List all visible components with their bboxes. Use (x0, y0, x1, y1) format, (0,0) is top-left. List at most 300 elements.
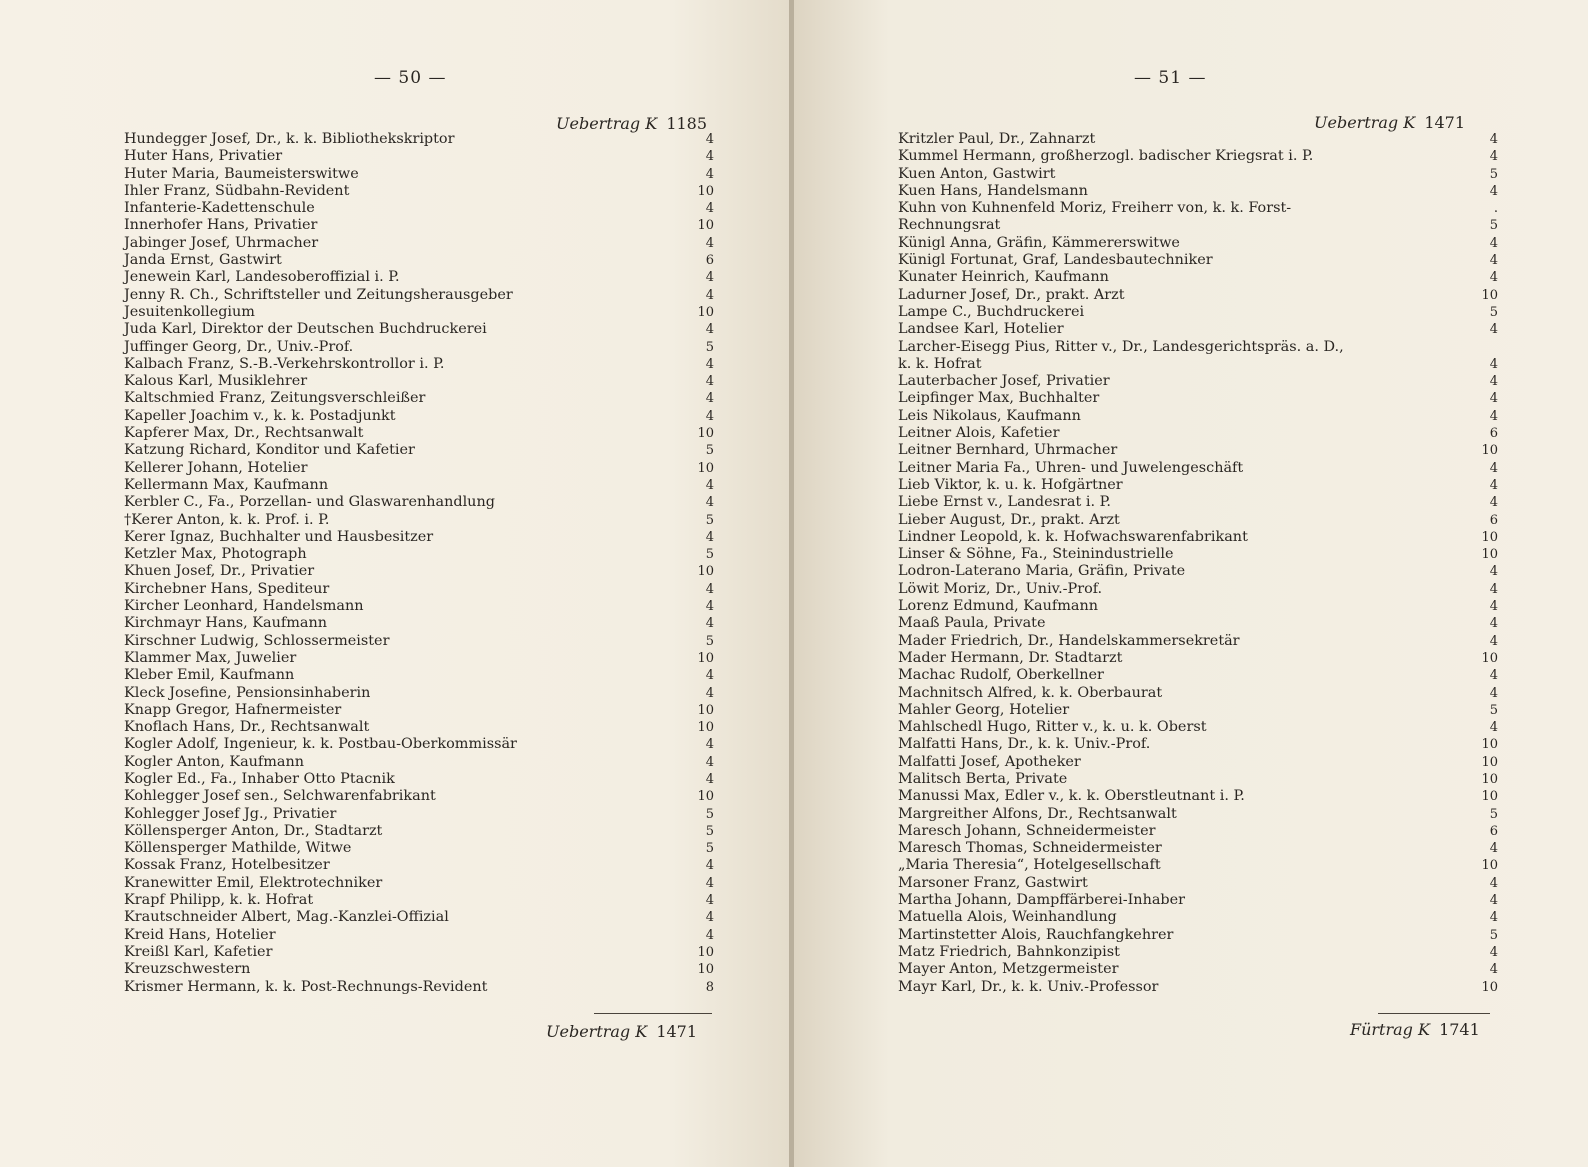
list-item (898, 494, 1498, 511)
contribution-amount: 4 (1489, 841, 1498, 857)
list-item (898, 321, 1498, 338)
list-item (124, 581, 714, 598)
contribution-amount: 4 (1489, 391, 1498, 407)
list-item (898, 512, 1498, 529)
subscriber-name: Lieb Viktor, k. u. k. Hofgärtner (898, 476, 1123, 493)
contribution-amount: 5 (705, 547, 714, 563)
subscriber-name: †Kerer Anton, k. k. Prof. i. P. (124, 511, 330, 528)
list-item (124, 148, 714, 165)
contribution-amount: . (1493, 201, 1498, 217)
contribution-amount: 10 (697, 460, 714, 476)
contribution-amount: 4 (705, 149, 714, 165)
list-item (898, 269, 1498, 286)
list-item (898, 235, 1498, 252)
subscriber-name: Kleck Josefine, Pensionsinhaberin (124, 684, 371, 701)
subscriber-name: Krismer Hermann, k. k. Post-Rechnungs-Revident (124, 978, 488, 995)
list-item (898, 460, 1498, 477)
sum-rule-right (1378, 1013, 1490, 1014)
subscriber-name: Kreuzschwestern (124, 961, 251, 978)
list-item (898, 961, 1498, 978)
contribution-amount: 4 (1489, 253, 1498, 269)
list-item (124, 909, 714, 926)
list-item (898, 823, 1498, 840)
contribution-amount: 4 (1489, 495, 1498, 511)
carry-amount: 1741 (1439, 1020, 1480, 1039)
subscriber-name: Liebe Ernst v., Landesrat i. P. (898, 494, 1111, 511)
list-item (898, 148, 1498, 165)
subscriber-name: Jenewein Karl, Landesoberoffizial i. P. (124, 269, 400, 286)
list-item (124, 529, 714, 546)
list-item (898, 771, 1498, 788)
contribution-amount: 4 (1489, 460, 1498, 476)
contribution-amount: 4 (1489, 477, 1498, 493)
contribution-amount: 6 (705, 253, 714, 269)
contribution-amount: 4 (1489, 564, 1498, 580)
contribution-amount: 4 (705, 927, 714, 943)
contribution-amount: 6 (1489, 823, 1498, 839)
subscriber-name: Kuen Hans, Handelsmann (898, 182, 1088, 199)
subscriber-name: Kreid Hans, Hotelier (124, 926, 276, 943)
list-item (124, 442, 714, 459)
list-item (898, 754, 1498, 771)
list-item (898, 667, 1498, 684)
list-item (898, 200, 1498, 217)
contribution-amount: 4 (1489, 581, 1498, 597)
left-page (0, 0, 790, 1167)
subscriber-name: Mayr Karl, Dr., k. k. Univ.-Professor (898, 978, 1159, 995)
subscriber-name: Mahler Georg, Hotelier (898, 701, 1070, 718)
contribution-amount: 10 (697, 944, 714, 960)
contribution-amount: 5 (705, 443, 714, 459)
list-item (124, 477, 714, 494)
contribution-amount: 4 (705, 581, 714, 597)
subscriber-name: Kerer Ignaz, Buchhalter und Hausbesitzer (124, 528, 434, 545)
subscriber-name: Kreißl Karl, Kafetier (124, 943, 273, 960)
subscriber-name: Leitner Bernhard, Uhrmacher (898, 442, 1118, 459)
list-item (898, 304, 1498, 321)
contribution-amount: 10 (697, 183, 714, 199)
list-item (898, 339, 1498, 356)
contribution-amount: 10 (1481, 754, 1498, 770)
subscriber-name: Knoflach Hans, Dr., Rechtsanwalt (124, 719, 370, 736)
contribution-amount: 4 (1489, 685, 1498, 701)
list-item (124, 806, 714, 823)
subscriber-name: Leitner Alois, Kafetier (898, 425, 1060, 442)
list-item (124, 667, 714, 684)
subscriber-name: Kellermann Max, Kaufmann (124, 476, 329, 493)
subscriber-name: Juffinger Georg, Dr., Univ.-Prof. (124, 338, 354, 355)
page-number-right: — 51 — (1134, 68, 1207, 88)
subscriber-name: Lindner Leopold, k. k. Hofwachswarenfabrikant (898, 528, 1248, 545)
list-item (898, 598, 1498, 615)
subscriber-name: Lauterbacher Josef, Privatier (898, 373, 1110, 390)
subscriber-name: Malfatti Hans, Dr., k. k. Univ.-Prof. (898, 736, 1151, 753)
contribution-amount: 4 (1489, 910, 1498, 926)
subscriber-name: Kapeller Joachim v., k. k. Postadjunkt (124, 407, 396, 424)
subscriber-name: Jabinger Josef, Uhrmacher (124, 234, 319, 251)
list-item (898, 840, 1498, 857)
subscriber-name: Rechnungsrat (898, 217, 1001, 234)
subscriber-name: Huter Hans, Privatier (124, 148, 283, 165)
subscriber-name: Knapp Gregor, Hafnermeister (124, 701, 342, 718)
list-item (898, 633, 1498, 650)
subscriber-name: Kleber Emil, Kaufmann (124, 667, 295, 684)
list-item (124, 339, 714, 356)
list-item (898, 685, 1498, 702)
carry-over-bottom-left (546, 1022, 697, 1041)
carry-over-bottom-right (1350, 1020, 1480, 1039)
subscriber-name: Kossak Franz, Hotelbesitzer (124, 857, 330, 874)
subscriber-name: Huter Maria, Baumeisterswitwe (124, 165, 359, 182)
list-item (898, 927, 1498, 944)
subscriber-name: Kircher Leonhard, Handelsmann (124, 598, 364, 615)
contribution-amount: 10 (1481, 547, 1498, 563)
contribution-amount: 4 (1489, 235, 1498, 251)
contribution-amount: 8 (705, 979, 714, 995)
carry-label: Uebertrag (1314, 113, 1399, 132)
contribution-amount: 10 (697, 720, 714, 736)
subscriber-name: Kunater Heinrich, Kaufmann (898, 269, 1109, 286)
contribution-amount: 5 (1489, 927, 1498, 943)
list-item (124, 512, 714, 529)
subscriber-name: Mahlschedl Hugo, Ritter v., k. u. k. Oberst (898, 719, 1207, 736)
contribution-amount: 4 (705, 771, 714, 787)
list-item (898, 788, 1498, 805)
list-item (124, 373, 714, 390)
subscriber-name: Leis Nikolaus, Kaufmann (898, 407, 1081, 424)
contribution-amount: 10 (1481, 650, 1498, 666)
subscriber-name: Malitsch Berta, Private (898, 770, 1068, 787)
contribution-amount: 10 (1481, 737, 1498, 753)
list-item (898, 702, 1498, 719)
list-item (124, 650, 714, 667)
subscriber-name: Martha Johann, Dampffärberei-Inhaber (898, 892, 1186, 909)
list-item (124, 166, 714, 183)
carry-label: Fürtrag (1350, 1020, 1413, 1039)
contribution-amount: 10 (697, 702, 714, 718)
contribution-amount: 4 (1489, 616, 1498, 632)
subscriber-name: Lodron-Laterano Maria, Gräfin, Private (898, 563, 1186, 580)
carry-over-top-right (1314, 113, 1465, 132)
list-item (898, 408, 1498, 425)
contribution-amount: 4 (705, 910, 714, 926)
contribution-amount: 4 (705, 322, 714, 338)
subscriber-name: Kirchmayr Hans, Kaufmann (124, 615, 327, 632)
list-item (898, 892, 1498, 909)
list-item (898, 875, 1498, 892)
subscriber-name: Machnitsch Alfred, k. k. Oberbaurat (898, 684, 1163, 701)
subscriber-name: Kuhn von Kuhnenfeld Moriz, Freiherr von, k. k. Forst- (898, 200, 1292, 217)
subscriber-name: Margreither Alfons, Dr., Rechtsanwalt (898, 805, 1177, 822)
subscriber-name: Kaltschmied Franz, Zeitungsverschleißer (124, 390, 426, 407)
contribution-amount: 10 (1481, 443, 1498, 459)
contribution-amount: 4 (705, 235, 714, 251)
list-item (898, 650, 1498, 667)
contribution-amount: 4 (705, 737, 714, 753)
contribution-amount: 6 (1489, 512, 1498, 528)
subscriber-name: Matuella Alois, Weinhandlung (898, 909, 1117, 926)
list-item (124, 754, 714, 771)
subscriber-name: Kohlegger Josef sen., Selchwarenfabrikant (124, 788, 436, 805)
carry-amount: 1471 (1424, 113, 1466, 132)
subscriber-name: Kerbler C., Fa., Porzellan- und Glaswarenhandlung (124, 494, 495, 511)
list-item (898, 857, 1498, 874)
list-item (124, 927, 714, 944)
list-item (124, 823, 714, 840)
list-item (898, 736, 1498, 753)
subscriber-list-left (124, 131, 714, 996)
list-item (898, 563, 1498, 580)
contribution-amount: 4 (705, 270, 714, 286)
contribution-amount: 4 (705, 875, 714, 891)
contribution-amount: 4 (1489, 720, 1498, 736)
subscriber-name: Marsoner Franz, Gastwirt (898, 874, 1088, 891)
list-item (124, 304, 714, 321)
list-item (124, 321, 714, 338)
list-item (124, 875, 714, 892)
subscriber-name: Jenny R. Ch., Schriftsteller und Zeitungsherausgeber (124, 286, 513, 303)
list-item (124, 356, 714, 373)
carry-label: Uebertrag (546, 1022, 631, 1041)
carry-currency: K (1418, 1020, 1430, 1039)
contribution-amount: 10 (1481, 789, 1498, 805)
contribution-amount: 10 (697, 962, 714, 978)
contribution-amount: 10 (697, 789, 714, 805)
list-item (898, 581, 1498, 598)
list-item (124, 771, 714, 788)
subscriber-name: Linser & Söhne, Fa., Steinindustrielle (898, 546, 1174, 563)
list-item (124, 235, 714, 252)
list-item (898, 217, 1498, 234)
list-item (124, 736, 714, 753)
list-item (898, 356, 1498, 373)
carry-label: Uebertrag (556, 114, 641, 133)
contribution-amount: 4 (1489, 356, 1498, 372)
list-item (898, 719, 1498, 736)
subscriber-name: Mayer Anton, Metzgermeister (898, 961, 1119, 978)
list-item (898, 615, 1498, 632)
list-item (898, 425, 1498, 442)
subscriber-name: Kuen Anton, Gastwirt (898, 165, 1056, 182)
carry-currency: K (645, 114, 658, 133)
subscriber-name: Kalbach Franz, S.-B.-Verkehrskontrollor i. P. (124, 355, 445, 372)
subscriber-name: Ketzler Max, Photograph (124, 546, 307, 563)
list-item (124, 390, 714, 407)
contribution-amount: 4 (1489, 599, 1498, 615)
subscriber-name: Janda Ernst, Gastwirt (124, 252, 282, 269)
list-item (898, 373, 1498, 390)
subscriber-name: Jesuitenkollegium (124, 303, 255, 320)
contribution-amount: 6 (1489, 426, 1498, 442)
contribution-amount: 4 (1489, 149, 1498, 165)
subscriber-name: Manussi Max, Edler v., k. k. Oberstleutnant i. P. (898, 788, 1245, 805)
subscriber-name: Katzung Richard, Konditor und Kafetier (124, 442, 415, 459)
list-item (124, 944, 714, 961)
list-item (124, 252, 714, 269)
contribution-amount: 4 (705, 754, 714, 770)
contribution-amount: 4 (705, 599, 714, 615)
list-item (124, 563, 714, 580)
subscriber-name: Ihler Franz, Südbahn-Revident (124, 182, 350, 199)
subscriber-name: Kogler Anton, Kaufmann (124, 753, 305, 770)
list-item (124, 892, 714, 909)
subscriber-name: Kogler Adolf, Ingenieur, k. k. Postbau-Oberkommissär (124, 736, 517, 753)
list-item (898, 546, 1498, 563)
contribution-amount: 5 (1489, 166, 1498, 182)
subscriber-name: Krapf Philipp, k. k. Hofrat (124, 892, 314, 909)
subscriber-name: Krautschneider Albert, Mag.-Kanzlei-Offizial (124, 909, 449, 926)
list-item (124, 217, 714, 234)
contribution-amount: 4 (705, 668, 714, 684)
contribution-amount: 5 (1489, 702, 1498, 718)
contribution-amount: 10 (697, 304, 714, 320)
subscriber-name: Leitner Maria Fa., Uhren- und Juwelengeschäft (898, 459, 1244, 476)
contribution-amount: 4 (705, 495, 714, 511)
subscriber-name: Innerhofer Hans, Privatier (124, 217, 318, 234)
list-item (898, 252, 1498, 269)
list-item (124, 494, 714, 511)
contribution-amount: 4 (1489, 270, 1498, 286)
subscriber-name: Hundegger Josef, Dr., k. k. Bibliothekskriptor (124, 131, 455, 147)
list-item (124, 615, 714, 632)
list-item (124, 961, 714, 978)
subscriber-name: Leipfinger Max, Buchhalter (898, 390, 1100, 407)
contribution-amount: 5 (705, 823, 714, 839)
contribution-amount: 4 (1489, 132, 1498, 147)
list-item (124, 425, 714, 442)
contribution-amount: 5 (1489, 304, 1498, 320)
page-number-left: — 50 — (374, 68, 447, 88)
subscriber-list-right (898, 131, 1498, 996)
list-item (124, 979, 714, 996)
list-item (124, 598, 714, 615)
subscriber-name: Malfatti Josef, Apotheker (898, 753, 1081, 770)
contribution-amount: 4 (705, 201, 714, 217)
list-item (124, 857, 714, 874)
contribution-amount: 10 (697, 650, 714, 666)
carry-currency: K (1403, 113, 1416, 132)
contribution-amount: 10 (1481, 771, 1498, 787)
subscriber-name: Mader Hermann, Dr. Stadtarzt (898, 649, 1123, 666)
list-item (898, 390, 1498, 407)
list-item (124, 200, 714, 217)
list-item (898, 287, 1498, 304)
contribution-amount: 10 (1481, 979, 1498, 995)
list-item (124, 183, 714, 200)
list-item (898, 477, 1498, 494)
list-item (124, 840, 714, 857)
subscriber-name: Künigl Anna, Gräfin, Kämmererswitwe (898, 234, 1180, 251)
list-item (124, 269, 714, 286)
subscriber-name: Infanterie-Kadettenschule (124, 200, 315, 217)
contribution-amount: 10 (1481, 529, 1498, 545)
list-item (124, 460, 714, 477)
subscriber-name: „Maria Theresia“, Hotelgesellschaft (898, 857, 1161, 874)
contribution-amount: 4 (1489, 875, 1498, 891)
subscriber-name: Matz Friedrich, Bahnkonzipist (898, 943, 1120, 960)
contribution-amount: 4 (705, 408, 714, 424)
list-item (898, 442, 1498, 459)
contribution-amount: 4 (1489, 408, 1498, 424)
contribution-amount: 4 (1489, 374, 1498, 390)
list-item (898, 131, 1498, 148)
carry-amount: 1185 (666, 114, 708, 133)
subscriber-name: Kapferer Max, Dr., Rechtsanwalt (124, 425, 364, 442)
contribution-amount: 4 (1489, 893, 1498, 909)
list-item (124, 788, 714, 805)
subscriber-name: Köllensperger Anton, Dr., Stadtarzt (124, 822, 383, 839)
subscriber-name: Kirchebner Hans, Spediteur (124, 580, 330, 597)
contribution-amount: 4 (705, 287, 714, 303)
list-item (124, 633, 714, 650)
contribution-amount: 4 (1489, 668, 1498, 684)
contribution-amount: 4 (705, 374, 714, 390)
sum-rule-left (594, 1013, 712, 1014)
list-item (898, 944, 1498, 961)
list-item (124, 719, 714, 736)
contribution-amount: 5 (1489, 806, 1498, 822)
subscriber-name: Landsee Karl, Hotelier (898, 321, 1064, 338)
contribution-amount: 10 (697, 426, 714, 442)
list-item (898, 529, 1498, 546)
subscriber-name: Khuen Josef, Dr., Privatier (124, 563, 315, 580)
list-item (124, 287, 714, 304)
subscriber-name: Maresch Thomas, Schneidermeister (898, 840, 1162, 857)
list-item (898, 909, 1498, 926)
list-item (898, 183, 1498, 200)
subscriber-name: Künigl Fortunat, Graf, Landesbautechniker (898, 252, 1213, 269)
subscriber-name: Kohlegger Josef Jg., Privatier (124, 805, 337, 822)
subscriber-name: Lampe C., Buchdruckerei (898, 303, 1085, 320)
list-item (124, 408, 714, 425)
contribution-amount: 4 (705, 132, 714, 147)
contribution-amount: 5 (705, 633, 714, 649)
subscriber-name: Kranewitter Emil, Elektrotechniker (124, 874, 383, 891)
subscriber-name: Larcher-Eisegg Pius, Ritter v., Dr., Landesgerichtspräs. a. D., (898, 338, 1344, 355)
contribution-amount: 5 (705, 339, 714, 355)
contribution-amount: 4 (1489, 183, 1498, 199)
subscriber-name: Ladurner Josef, Dr., prakt. Arzt (898, 286, 1125, 303)
contribution-amount: 4 (705, 166, 714, 182)
list-item (898, 979, 1498, 996)
contribution-amount: 5 (1489, 218, 1498, 234)
subscriber-name: Mader Friedrich, Dr., Handelskammersekretär (898, 632, 1240, 649)
contribution-amount: 4 (705, 893, 714, 909)
contribution-amount: 4 (1489, 633, 1498, 649)
contribution-amount: 4 (705, 858, 714, 874)
list-item (124, 685, 714, 702)
contribution-amount: 4 (705, 477, 714, 493)
contribution-amount: 4 (1489, 962, 1498, 978)
subscriber-name: Köllensperger Mathilde, Witwe (124, 840, 352, 857)
list-item (124, 702, 714, 719)
subscriber-name: Machac Rudolf, Oberkellner (898, 667, 1104, 684)
subscriber-name: Lorenz Edmund, Kaufmann (898, 598, 1098, 615)
subscriber-name: Maresch Johann, Schneidermeister (898, 822, 1156, 839)
list-item (898, 806, 1498, 823)
subscriber-name: Kellerer Johann, Hotelier (124, 459, 308, 476)
contribution-amount: 10 (697, 564, 714, 580)
subscriber-name: Juda Karl, Direktor der Deutschen Buchdruckerei (124, 321, 487, 338)
subscriber-name: Kummel Hermann, großherzogl. badischer Kriegsrat i. P. (898, 148, 1314, 165)
subscriber-name: Löwit Moriz, Dr., Univ.-Prof. (898, 580, 1103, 597)
right-page (794, 0, 1588, 1167)
subscriber-name: Kirschner Ludwig, Schlossermeister (124, 632, 390, 649)
contribution-amount: 4 (705, 685, 714, 701)
subscriber-name: Klammer Max, Juwelier (124, 649, 297, 666)
carry-currency: K (635, 1022, 648, 1041)
subscriber-name: Martinstetter Alois, Rauchfangkehrer (898, 926, 1174, 943)
